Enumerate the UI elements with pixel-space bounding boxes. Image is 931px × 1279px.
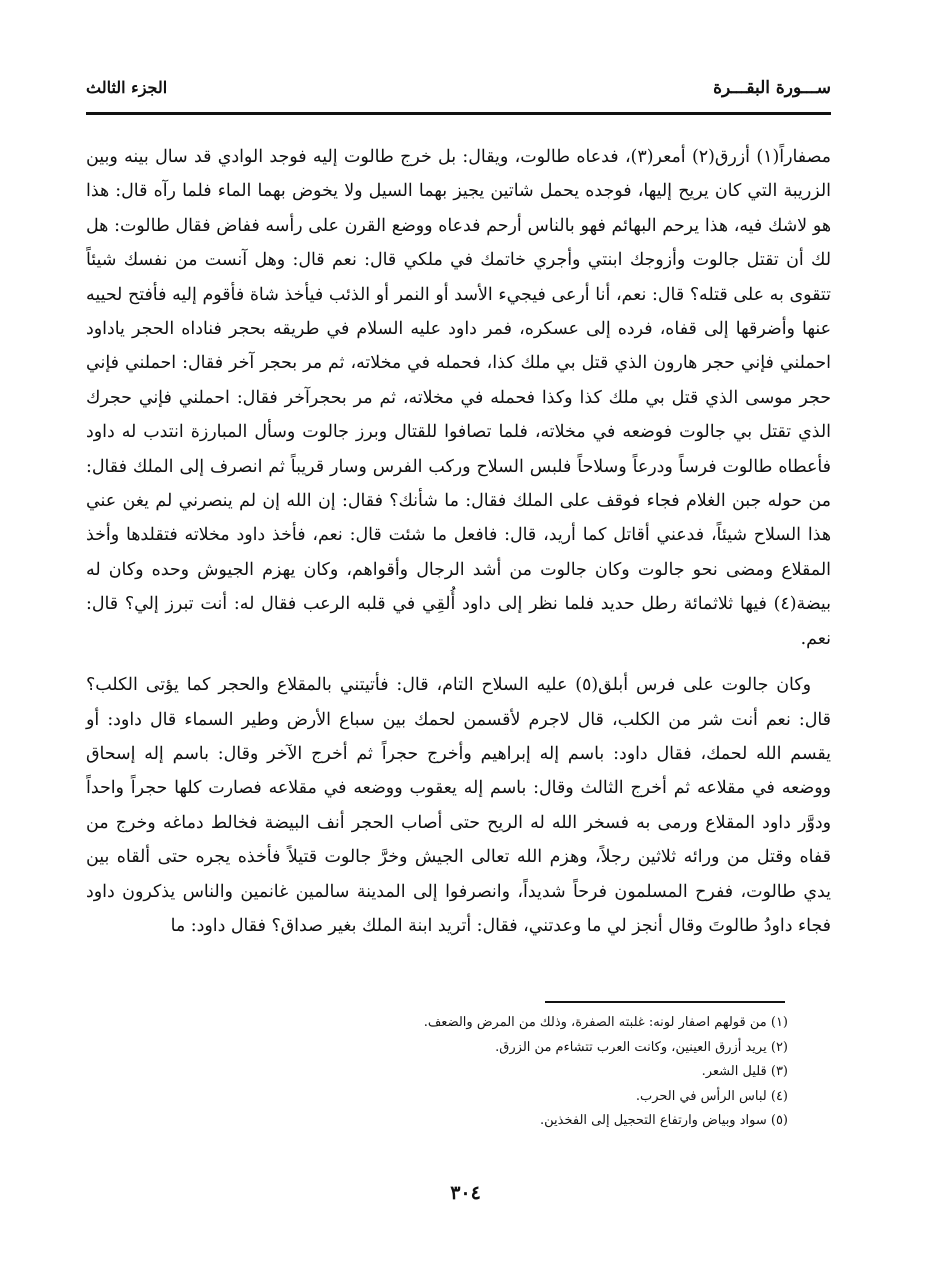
footnote-item: (٤) لباس الرأس في الحرب. [635, 1088, 788, 1104]
footnote-item: (٣) قليل الشعر. [701, 1064, 788, 1079]
header-divider [86, 112, 831, 115]
footnote-item: (٢) يريد أزرق العينين، وكانت العرب تتشاءم من الزرق. [495, 1039, 788, 1055]
page-number: ٣٠٤ [450, 1182, 481, 1204]
footnote-item: (١) من قولهم اصفار لونه: غلبته الصفرة، وذلك من المرض والضعف. [423, 1015, 788, 1030]
footnotes [300, 1011, 788, 1134]
paragraph-2: وكان جالوت على فرس أبلق(٥) عليه السلاح التام، قال: فأتيتني بالمقلاع والحجر كما يؤتى الكلب؟ قال: نعم أنت شر من الكلب، قال لاجرم لأقسمن لحمك بين سباع الأرض وطير السماء قال داود: أو يقسم الله لحمك، فقال داود: باسم إله إبراهيم وأخرج حجراً ثم أخرج الآخر وقال: باسم إله إسحاق ووضعه في مقلاعه ثم أخرج الثالث وقال: باسم إله يعقوب ووضعه في مقلاعه فصارت كلها حجراً واحداً ودوَّر داود المقلاع ورمى به فسخر الله له الريح حتى أصاب الحجر أنف البيضة فخالط دماغه وخرج من قفاه وقتل من ورائه ثلاثين رجلاً، وهزم الله تعالى الجيش وخرَّ جالوت قتيلاً فأخذه يجره حتى ألقاه بين يدي طالوت، ففرح المسلمون فرحاً شديداً، وانصرفوا إلى المدينة سالمين غانمين والناس يذكرون داود فجاء داودُ طالوتَ وقال أنجز لي ما وعدتني، فقال: أتريد ابنة الملك بغير صداق؟ فقال داود: ما [86, 675, 831, 936]
running-header [86, 78, 831, 112]
surah-title: ســـورة البقـــرة [713, 78, 831, 98]
footnote-item: (٥) سواد وبياض وارتفاع التحجيل إلى الفخذين. [540, 1113, 788, 1128]
main-text [86, 140, 831, 943]
part-label: الجزء الثالث [86, 78, 168, 97]
paragraph-1: مصفاراً(١) أزرق(٢) أمعر(٣)، فدعاه طالوت، ويقال: بل خرج طالوت إليه فوجد الوادي قد سال بينه وبين الزريبة التي كان يريح إليها، فوجده يحمل شاتين يجيز بهما السيل ولا يخوض بهما الماء فلما رآه قال: هذا هو لاشك فيه، هذا يرحم البهائم فهو بالناس أرحم فدعاه ووضع القرن على رأسه ففاض فقال طالوت: هل لك أن تقتل جالوت وأزوجك ابنتي وأجري خاتمك في ملكي قال: نعم قال: وهل آنست من نفسك شيئاً تتقوى به على قتله؟ قال: نعم، أنا أرعى فيجيء الأسد أو النمر أو الذئب فيأخذ شاة فأقوم إليه فأفتح لحييه عنها وأضرقها إلى قفاه، فرده إلى عسكره، فمر داود عليه السلام في طريقه بحجر فناداه الحجر ياداود احملني فإني حجر هارون الذي قتل بي ملك كذا، فحمله في مخلاته، ثم مر بحجر آخر فقال: احملني فإني حجر موسى الذي قتل بي ملك كذا وكذا فحمله في مخلاته، ثم مر بحجرآخر فقال: احملني فإني حجرك الذي تقتل بي جالوت فوضعه في مخلاته، فلما تصافوا للقتال وبرز جالوت وسأل المبارزة انتدب له داود فأعطاه طالوت فرساً ودرعاً وسلاحاً فلبس السلاح وركب الفرس وسار قريباً ثم انصرف إلى الملك فقال: من حوله جبن الغلام فجاء فوقف على الملك فقال: ما شأنك؟ فقال: إن الله إن لم ينصرني لم يغن عني هذا السلاح شيئاً، فدعني أقاتل كما أريد، قال: فافعل ما شئت قال: نعم، فأخذ داود مخلاته فتقلدها وأخذ المقلاع ومضى نحو جالوت وكان جالوت من أشد الرجال وأقواهم، وكان يهزم الجيوش وحده وكان له بيضة(٤) فيها ثلاثمائة رطل حديد فلما نظر إلى داود أُلقِي في قلبه الرعب فقال له: أنت تبرز إلي؟ قال: نعم. [86, 147, 831, 649]
footnote-divider [545, 1001, 785, 1003]
